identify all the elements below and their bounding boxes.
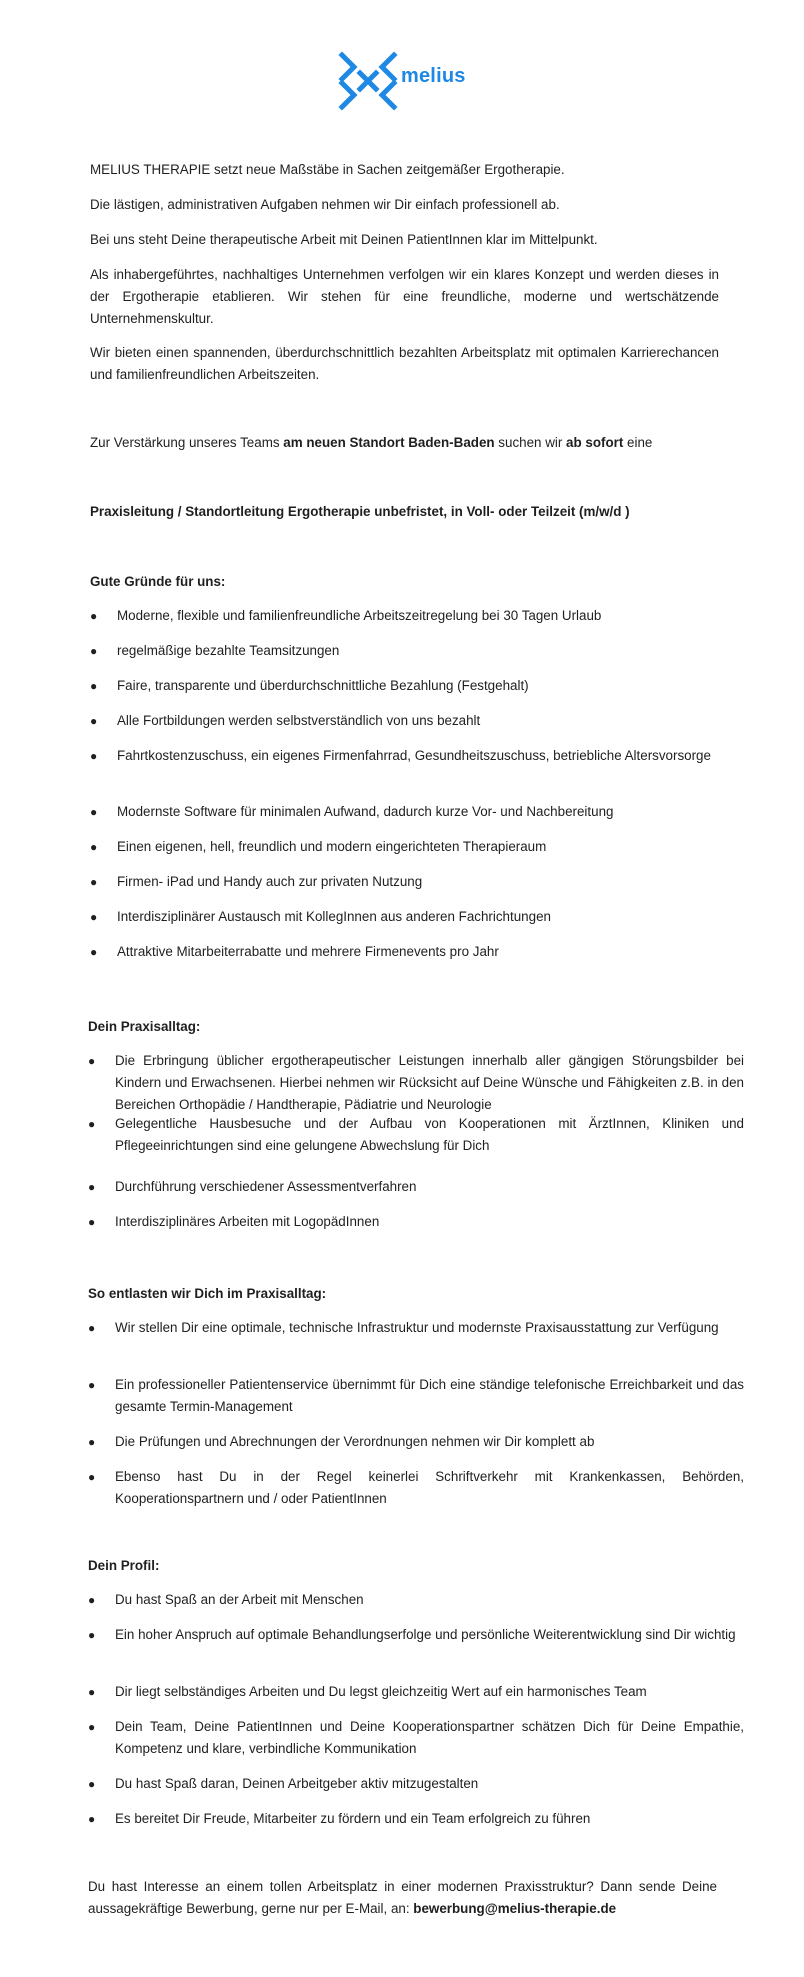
daily-heading-block xyxy=(88,1016,717,1038)
job-title: Praxisleitung / Standortleitung Ergotherapie unbefristet, in Voll- oder Teilzeit (m/w/d ) xyxy=(90,504,630,519)
list-item-text: Du hast Spaß daran, Deinen Arbeitgeber aktiv mitzugestalten xyxy=(115,1776,479,1791)
bullet-icon: ● xyxy=(90,644,98,658)
melius-x-mark-icon xyxy=(337,50,399,112)
bullet-icon: ● xyxy=(88,1685,96,1699)
bullet-icon: ● xyxy=(90,875,98,889)
relief-heading-block xyxy=(88,1283,717,1305)
list-item xyxy=(88,1317,744,1339)
list-item xyxy=(90,710,746,732)
list-item xyxy=(90,640,746,662)
list-item xyxy=(88,1716,744,1760)
profile-heading-block xyxy=(88,1555,717,1577)
intro-block-3 xyxy=(90,229,719,251)
intro-block-2 xyxy=(90,194,719,216)
bullet-icon: ● xyxy=(90,714,98,728)
bullet-icon: ● xyxy=(88,1321,96,1335)
list-item xyxy=(90,871,746,893)
list-item-text: Die Erbringung üblicher ergotherapeutischer Leistungen innerhalb aller gängigen Störungsbilder bei Kindern und Erwachsenen. Hierbei nehmen wir Rücksicht auf Deine Wünsche und Fähigkeiten z.B. in den Bereichen Orthopädie / Handtherapie, Pädiatrie und Neurologie xyxy=(115,1053,744,1112)
list-item-text: Dein Team, Deine PatientInnen und Deine Kooperationspartner schätzen Dich für Deine Empathie, Kompetenz und klare, verbindliche Kommunikation xyxy=(115,1719,744,1756)
list-item-text: Ein professioneller Patientenservice übernimmt für Dich eine ständige telefonische Erreichbarkeit und das gesamte Termin-Management xyxy=(115,1377,744,1414)
search-sentence xyxy=(90,432,719,454)
search-text: eine xyxy=(623,435,653,450)
job-title-block xyxy=(90,501,719,523)
bullet-icon: ● xyxy=(90,910,98,924)
melius-logo xyxy=(337,50,477,116)
bullet-icon: ● xyxy=(88,1812,96,1826)
list-item-text: Fahrtkostenzuschuss, ein eigenes Firmenfahrrad, Gesundheitszuschuss, betriebliche Altersvorsorge xyxy=(117,748,711,763)
list-item-text: Du hast Spaß an der Arbeit mit Menschen xyxy=(115,1592,364,1607)
list-item xyxy=(88,1466,744,1510)
list-item-text: Firmen- iPad und Handy auch zur privaten Nutzung xyxy=(117,874,423,889)
list-item xyxy=(88,1176,744,1198)
list-item xyxy=(90,605,746,627)
list-item-text: regelmäßige bezahlte Teamsitzungen xyxy=(117,643,340,658)
list-item-text: Ebenso hast Du in der Regel keinerlei Schriftverkehr mit Krankenkassen, Behörden, Kooperationspartnern und / oder PatientInnen xyxy=(115,1469,744,1506)
intro-paragraph: Die lästigen, administrativen Aufgaben nehmen wir Dir einfach professionell ab. xyxy=(90,197,560,212)
bullet-icon: ● xyxy=(88,1180,96,1194)
relief-heading: So entlasten wir Dich im Praxisalltag: xyxy=(88,1286,327,1301)
search-location: am neuen Standort Baden-Baden xyxy=(283,435,495,450)
list-item-text: Attraktive Mitarbeiterrabatte und mehrere Firmenevents pro Jahr xyxy=(117,944,499,959)
list-item-text: Dir liegt selbständiges Arbeiten und Du legst gleichzeitig Wert auf ein harmonisches Team xyxy=(115,1684,647,1699)
list-item xyxy=(90,675,746,697)
bullet-icon: ● xyxy=(88,1720,96,1734)
list-item-text: Faire, transparente und überdurchschnittliche Bezahlung (Festgehalt) xyxy=(117,678,529,693)
closing-text xyxy=(88,1876,717,1920)
brand-name: melius xyxy=(401,65,466,87)
bullet-icon: ● xyxy=(88,1378,96,1392)
bullet-icon: ● xyxy=(90,609,98,623)
daily-heading: Dein Praxisalltag: xyxy=(88,1019,201,1034)
intro-paragraph: Wir bieten einen spannenden, überdurchschnittlich bezahlten Arbeitsplatz mit optimalen Karrierechancen und familienfreundlichen Arbeitszeiten. xyxy=(90,345,719,382)
bullet-icon: ● xyxy=(90,945,98,959)
list-item-text: Wir stellen Dir eine optimale, technische Infrastruktur und modernste Praxisausstattung zur Verfügung xyxy=(115,1320,719,1335)
bullet-icon: ● xyxy=(90,679,98,693)
search-text: suchen wir xyxy=(494,435,567,450)
profile-heading: Dein Profil: xyxy=(88,1558,160,1573)
bullet-icon: ● xyxy=(88,1593,96,1607)
intro-block-4 xyxy=(90,264,719,330)
list-item xyxy=(88,1773,744,1795)
closing-sentence: Du hast Interesse an einem tollen Arbeitsplatz in einer modernen Praxisstruktur? Dann sende Deine aussagekräftige Bewerbung, gerne nur per E-Mail, an: xyxy=(88,1879,717,1916)
list-item xyxy=(88,1050,744,1116)
list-item-text: Es bereitet Dir Freude, Mitarbeiter zu fördern und ein Team erfolgreich zu führen xyxy=(115,1811,591,1826)
bullet-icon: ● xyxy=(88,1777,96,1791)
list-item xyxy=(88,1113,744,1157)
list-item-text: Moderne, flexible und familienfreundliche Arbeitszeitregelung bei 30 Tagen Urlaub xyxy=(117,608,602,623)
intro-block-5 xyxy=(90,342,719,386)
list-item xyxy=(90,801,746,823)
list-item-text: Ein hoher Anspruch auf optimale Behandlungserfolge und persönliche Weiterentwicklung sind Dir wichtig xyxy=(115,1627,736,1642)
list-item xyxy=(88,1808,744,1830)
list-item-text: Einen eigenen, hell, freundlich und modern eingerichteten Therapieraum xyxy=(117,839,547,854)
list-item xyxy=(90,745,746,767)
reasons-heading: Gute Gründe für uns: xyxy=(90,574,226,589)
list-item-text: Alle Fortbildungen werden selbstverständlich von uns bezahlt xyxy=(117,713,481,728)
search-start: ab sofort xyxy=(566,435,624,450)
list-item xyxy=(88,1589,744,1611)
list-item xyxy=(88,1431,744,1453)
list-item-text: Interdisziplinärer Austausch mit KollegInnen aus anderen Fachrichtungen xyxy=(117,909,551,924)
intro-block xyxy=(90,159,719,181)
list-item xyxy=(90,941,746,963)
list-item-text: Modernste Software für minimalen Aufwand, dadurch kurze Vor- und Nachbereitung xyxy=(117,804,614,819)
bullet-icon: ● xyxy=(88,1470,96,1484)
bullet-icon: ● xyxy=(88,1054,96,1068)
bullet-icon: ● xyxy=(88,1628,96,1642)
reasons-heading-block xyxy=(90,571,719,593)
bullet-icon: ● xyxy=(90,749,98,763)
closing-block xyxy=(88,1876,717,1920)
search-text: Zur Verstärkung unseres Teams xyxy=(90,435,284,450)
list-item-text: Durchführung verschiedener Assessmentverfahren xyxy=(115,1179,417,1194)
list-item-text: Gelegentliche Hausbesuche und der Aufbau von Kooperationen mit ÄrztInnen, Kliniken und Pflegeeinrichtungen sind eine gelungene Abwechslung für Dich xyxy=(115,1116,744,1153)
list-item-text: Interdisziplinäres Arbeiten mit LogopädInnen xyxy=(115,1214,380,1229)
list-item-text: Die Prüfungen und Abrechnungen der Verordnungen nehmen wir Dir komplett ab xyxy=(115,1434,595,1449)
intro-paragraph: Bei uns steht Deine therapeutische Arbeit mit Deinen PatientInnen klar im Mittelpunkt. xyxy=(90,232,598,247)
bullet-icon: ● xyxy=(90,805,98,819)
bullet-icon: ● xyxy=(88,1435,96,1449)
list-item xyxy=(88,1681,744,1703)
list-item xyxy=(88,1211,744,1233)
bullet-icon: ● xyxy=(90,840,98,854)
intro-paragraph: Als inhabergeführtes, nachhaltiges Unternehmen verfolgen wir ein klares Konzept und werden dieses in der Ergotherapie etablieren. Wir stehen für eine freundliche, moderne und wertschätzende Unternehmenskultur. xyxy=(90,267,719,326)
list-item xyxy=(90,836,746,858)
bullet-icon: ● xyxy=(88,1215,96,1229)
intro-paragraph: MELIUS THERAPIE setzt neue Maßstäbe in Sachen zeitgemäßer Ergotherapie. xyxy=(90,162,565,177)
list-item xyxy=(88,1624,744,1646)
list-item xyxy=(88,1374,744,1418)
email-link[interactable]: bewerbung@melius-therapie.de xyxy=(413,1901,617,1916)
bullet-icon: ● xyxy=(88,1117,96,1131)
list-item xyxy=(90,906,746,928)
